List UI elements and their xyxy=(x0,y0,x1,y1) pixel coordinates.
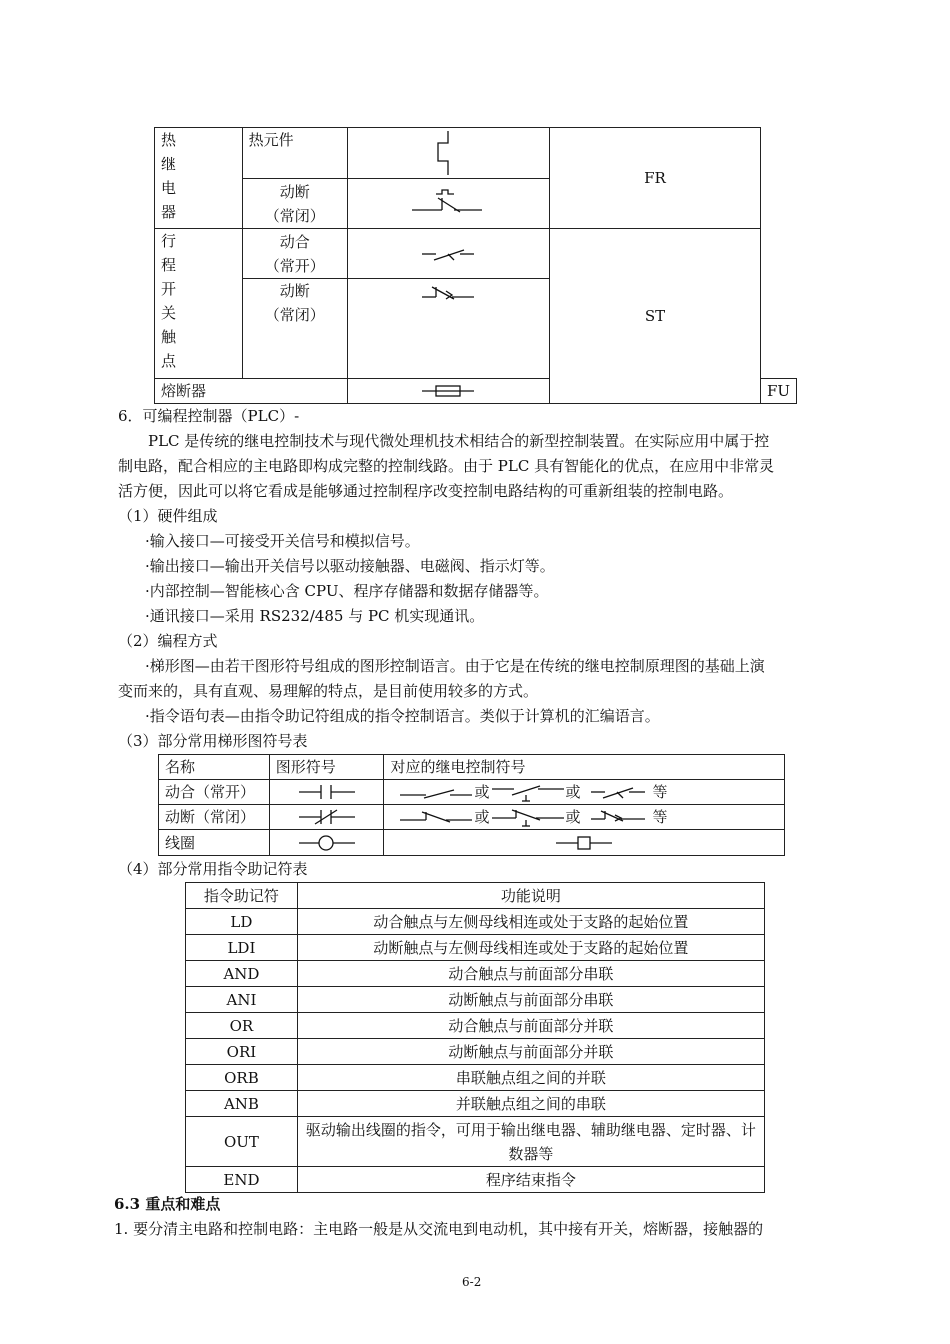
section-heading: 6．可编程控制器（PLC）- xyxy=(118,407,300,425)
relay-no-contact-icon xyxy=(398,782,474,802)
section-heading: 6.3 重点和难点 xyxy=(114,1195,221,1213)
mnemonic-desc: 动合触点与左侧母线相连或处于支路的起始位置 xyxy=(297,909,764,935)
symbol-cell xyxy=(269,805,384,830)
subheading: （4）部分常用指令助记符表 xyxy=(118,860,308,878)
code-cell: FR xyxy=(549,128,760,229)
mnemonic-code: AND xyxy=(186,961,298,987)
subheading: （2）编程方式 xyxy=(118,632,218,650)
paragraph-line: PLC 是传统的继电控制技术与现代微处理机技术相结合的新型控制装置。在实际应用中属于控 xyxy=(148,432,770,450)
ladder-symbol-table xyxy=(158,754,785,856)
mnemonic-code: LDI xyxy=(186,935,298,961)
code-cell: FU xyxy=(760,379,796,404)
row-name: 动断（常闭） xyxy=(159,805,270,830)
mnemonic-desc: 串联触点组之间的并联 xyxy=(297,1065,764,1091)
mnemonic-code: ANB xyxy=(186,1091,298,1117)
sub-name: 动合 （常开） xyxy=(242,229,347,279)
mnemonic-desc: 动断触点与前面部分串联 xyxy=(297,987,764,1013)
symbol-table xyxy=(154,127,797,404)
list-item: ·通讯接口—采用 RS232/485 与 PC 机实现通讯。 xyxy=(145,607,485,625)
relay-coil-icon xyxy=(554,833,614,853)
relay-symbols: 或 或 等 xyxy=(384,780,785,805)
group-name-limit-switch: 行 程 开 关 触 点 xyxy=(155,229,243,379)
symbol-cell xyxy=(347,229,549,279)
sub-name: 动断 （常闭） xyxy=(242,279,347,379)
paragraph-line: ·梯形图—由若干图形符号组成的图形控制语言。由于它是在传统的继电控制原理图的基础上演 xyxy=(145,657,765,675)
thermal-element-icon xyxy=(418,129,478,177)
header-cell: 功能说明 xyxy=(297,883,764,909)
symbol-cell xyxy=(347,179,549,229)
mnemonic-desc: 驱动输出线圈的指令，可用于输出继电器、辅助继电器、定时器、计数器等 xyxy=(297,1117,764,1167)
mnemonic-desc: 动合触点与前面部分串联 xyxy=(297,961,764,987)
symbol-cell xyxy=(347,379,549,404)
subheading: （1）硬件组成 xyxy=(118,507,218,525)
list-item: ·输入接口—可接受开关信号和模拟信号。 xyxy=(145,532,420,550)
row-name: 线圈 xyxy=(159,830,270,856)
group-name-thermal-relay: 热 继 电 器 xyxy=(155,128,243,229)
symbol-cell xyxy=(269,830,384,856)
symbol-cell xyxy=(347,128,549,179)
mnemonic-code: LD xyxy=(186,909,298,935)
page-number: 6-2 xyxy=(462,1275,482,1289)
mnemonic-desc: 程序结束指令 xyxy=(297,1167,764,1193)
header-cell: 指令助记符 xyxy=(186,883,298,909)
mnemonic-code: ORB xyxy=(186,1065,298,1091)
relay-limit-nc-contact-icon xyxy=(589,807,649,827)
mnemonic-table xyxy=(185,882,765,1193)
relay-nc-contact-time-icon xyxy=(490,806,566,828)
ladder-coil-icon xyxy=(297,833,357,853)
relay-symbols: 或 或 等 xyxy=(384,805,785,830)
fuse-name: 熔断器 xyxy=(155,379,348,404)
sub-name: 动断 （常闭） xyxy=(242,179,347,229)
mnemonic-desc: 并联触点组之间的串联 xyxy=(297,1091,764,1117)
header-cell: 图形符号 xyxy=(269,755,384,780)
mnemonic-code: OR xyxy=(186,1013,298,1039)
paragraph-line: 制电路，配合相应的主电路即构成完整的控制线路。由于 PLC 具有智能化的优点，在应用中非常灵 xyxy=(118,457,775,475)
mnemonic-code: ORI xyxy=(186,1039,298,1065)
paragraph-line: 变而来的，具有直观、易理解的特点，是目前使用较多的方式。 xyxy=(118,682,539,700)
relay-nc-contact-icon xyxy=(398,807,474,827)
code-cell: ST xyxy=(549,229,760,404)
ladder-no-contact-icon xyxy=(297,782,357,802)
subheading: （3）部分常用梯形图符号表 xyxy=(118,732,308,750)
paragraph-line: 活方便，因此可以将它看成是能够通过控制程序改变控制电路结构的可重新组装的控制电路。 xyxy=(118,482,734,500)
row-name: 动合（常开） xyxy=(159,780,270,805)
mnemonic-desc: 动断触点与左侧母线相连或处于支路的起始位置 xyxy=(297,935,764,961)
limit-no-contact-icon xyxy=(418,234,478,274)
relay-symbols xyxy=(384,830,785,856)
header-cell: 名称 xyxy=(159,755,270,780)
symbol-cell xyxy=(269,780,384,805)
paragraph-line: 1. 要分清主电路和控制电路：主电路一般是从交流电到电动机，其中接有开关，熔断器，接触器的 xyxy=(114,1220,764,1238)
sub-name: 热元件 xyxy=(242,128,347,179)
mnemonic-desc: 动合触点与前面部分并联 xyxy=(297,1013,764,1039)
mnemonic-code: ANI xyxy=(186,987,298,1013)
list-item: ·输出接口—输出开关信号以驱动接触器、电磁阀、指示灯等。 xyxy=(145,557,555,575)
fuse-icon xyxy=(418,382,478,400)
mnemonic-desc: 动断触点与前面部分并联 xyxy=(297,1039,764,1065)
paragraph-line: ·指令语句表—由指令助记符组成的指令控制语言。类似于计算机的汇编语言。 xyxy=(145,707,660,725)
list-item: ·内部控制—智能核心含 CPU、程序存储器和数据存储器等。 xyxy=(145,582,549,600)
header-cell: 对应的继电控制符号 xyxy=(384,755,785,780)
mnemonic-code: OUT xyxy=(186,1117,298,1167)
symbol-cell xyxy=(347,279,549,379)
mnemonic-code: END xyxy=(186,1167,298,1193)
limit-nc-contact-icon xyxy=(418,279,478,309)
thermal-nc-contact-icon xyxy=(408,184,488,224)
ladder-nc-contact-icon xyxy=(297,807,357,827)
relay-limit-no-contact-icon xyxy=(589,782,649,802)
relay-no-contact-time-icon xyxy=(490,781,566,803)
